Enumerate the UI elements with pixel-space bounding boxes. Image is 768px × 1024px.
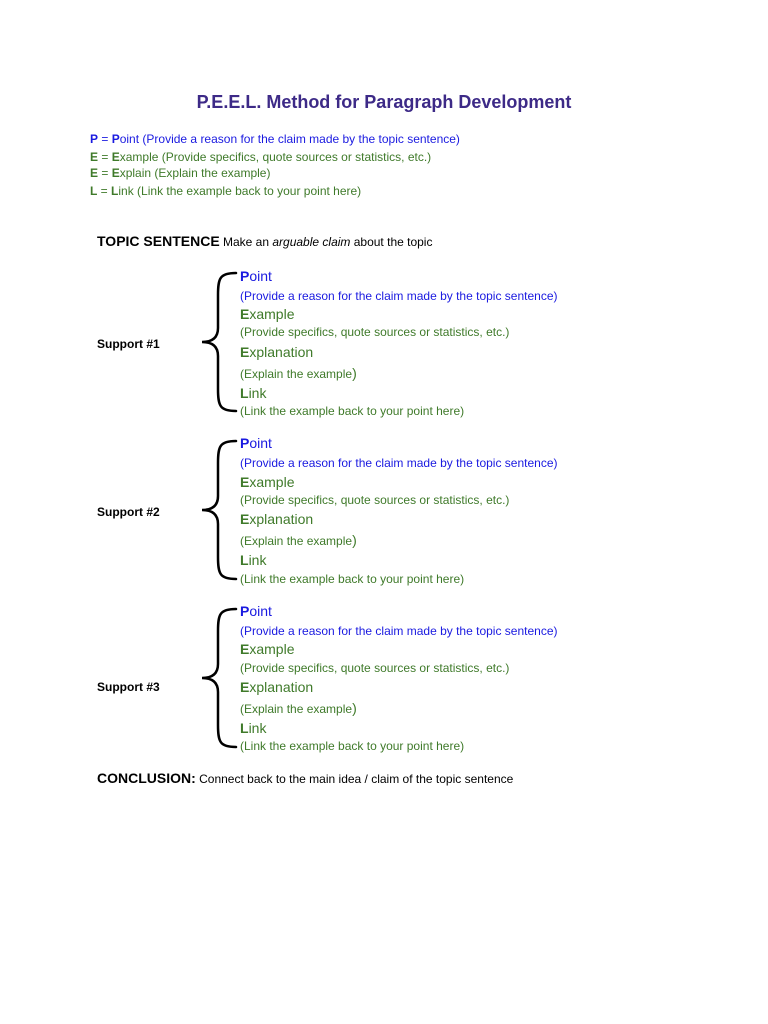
link-description: (Link the example back to your point here) [240,404,465,418]
point-heading: Point [240,603,272,619]
point-description: (Provide a reason for the claim made by the topic sentence) [240,289,558,303]
example-heading: Example [240,306,295,322]
page-title: P.E.E.L. Method for Paragraph Development [196,92,572,112]
point-description: (Provide a reason for the claim made by the topic sentence) [240,456,558,470]
explanation-heading: Explanation [240,344,314,360]
conclusion: CONCLUSION: Connect back to the main idea / claim of the topic sentence [97,770,514,786]
legend-explain: E = Explain (Explain the example) [90,166,271,180]
example-description: (Provide specifics, quote sources or statistics, etc.) [240,661,510,675]
link-description: (Link the example back to your point here) [240,739,465,753]
link-description: (Link the example back to your point here) [240,572,465,586]
conclusion-heading: CONCLUSION: [97,770,196,786]
explanation-description: (Explain the example) [240,532,357,548]
example-description: (Provide specifics, quote sources or statistics, etc.) [240,325,510,339]
link-heading: Link [240,552,267,568]
curly-brace-icon [198,438,238,582]
explanation-description: (Explain the example) [240,365,357,381]
legend-point: P = Point (Provide a reason for the claim made by the topic sentence) [90,132,460,146]
topic-sentence: TOPIC SENTENCE Make an arguable claim about the topic [97,233,433,249]
support-label: Support #2 [97,505,160,519]
point-heading: Point [240,435,272,451]
point-heading: Point [240,268,272,284]
legend-link: L = Link (Link the example back to your point here) [90,184,362,198]
example-description: (Provide specifics, quote sources or statistics, etc.) [240,493,510,507]
example-heading: Example [240,474,295,490]
curly-brace-icon [198,606,238,750]
support-label: Support #3 [97,680,160,694]
link-heading: Link [240,385,267,401]
explanation-heading: Explanation [240,511,314,527]
example-heading: Example [240,641,295,657]
legend-example: E = Example (Provide specifics, quote sources or statistics, etc.) [90,150,432,164]
topic-sentence-heading: TOPIC SENTENCE [97,233,220,249]
explanation-heading: Explanation [240,679,314,695]
point-description: (Provide a reason for the claim made by the topic sentence) [240,624,558,638]
support-label: Support #1 [97,337,160,351]
curly-brace-icon [198,270,238,414]
explanation-description: (Explain the example) [240,700,357,716]
link-heading: Link [240,720,267,736]
